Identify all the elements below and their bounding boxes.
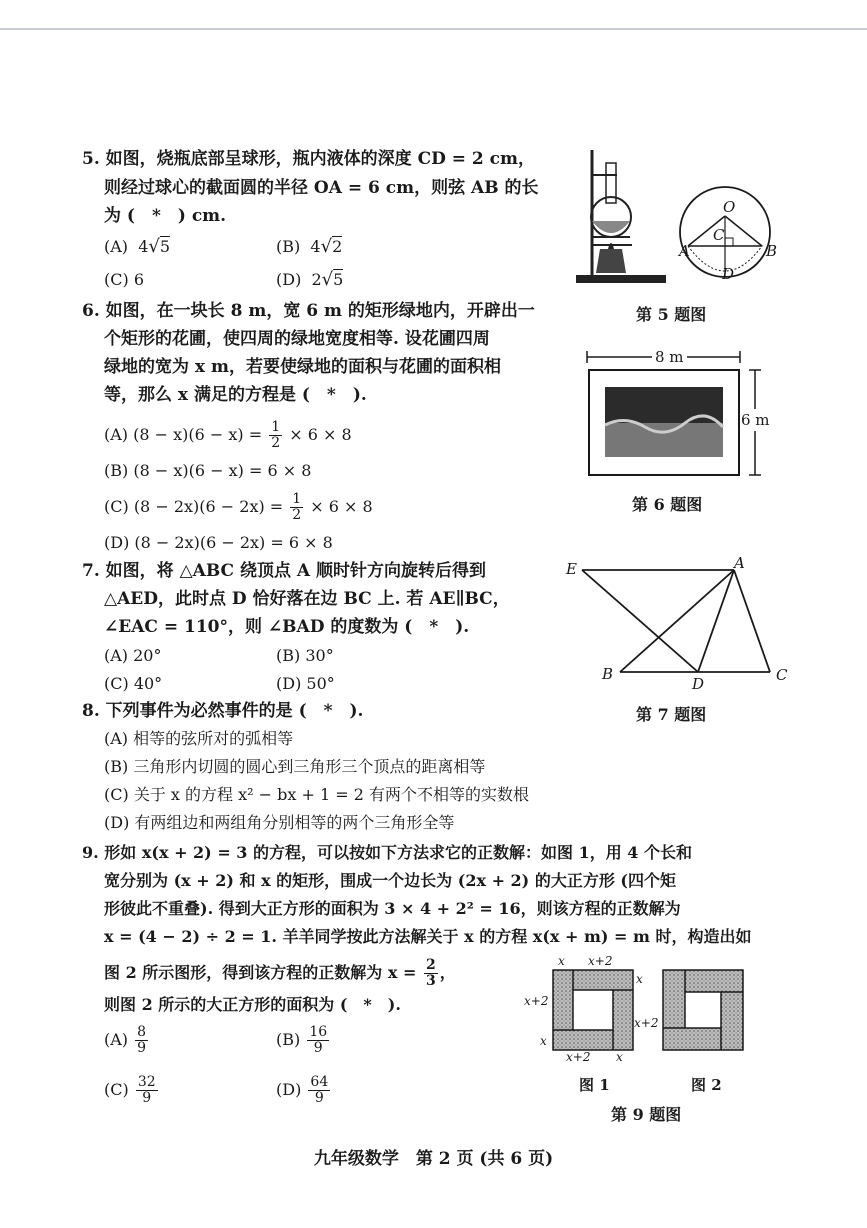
q8-line-1: 8. 下列事件为必然事件的是 ( * ). <box>82 701 364 721</box>
fig5-label-d: D <box>722 265 735 283</box>
q5-option-d[interactable]: (D) 2√5 <box>276 269 344 290</box>
q9-option-b[interactable]: (B) $\frac{16}{9}$ <box>276 1024 328 1056</box>
q7-line-3: ∠EAC = 110°，则 ∠BAD 的度数为 ( * ). <box>104 617 470 637</box>
q5-line-3: 为 ( * ) cm. <box>104 206 227 226</box>
square-rectangles-figure <box>545 966 750 1056</box>
fig6-caption: 第 6 题图 <box>632 495 703 514</box>
q5-option-c[interactable]: (C) 6 <box>104 270 144 289</box>
q6-option-a[interactable]: (A) (8 − x)(6 − x) = $\frac{1}{2}$ × 6 × 8 <box>104 419 352 451</box>
fig7-label-d: D <box>692 675 705 693</box>
q6-option-c[interactable]: (C) (8 − 2x)(6 − 2x) = $\frac{1}{2}$ × 6 × 8 <box>104 491 373 523</box>
fig9-label-left-x2: x+2 <box>524 994 549 1008</box>
fig9-label-bottom-x: x <box>616 1050 623 1064</box>
fig9-label-bottom-x2: x+2 <box>566 1050 591 1064</box>
page-footer: 九年级数学 第 2 页 (共 6 页) <box>313 1149 554 1169</box>
fig9-label-right-x-top: x <box>636 972 643 986</box>
q6-option-d[interactable]: (D) (8 − 2x)(6 − 2x) = 6 × 8 <box>104 533 333 552</box>
fig5-label-c: C <box>713 226 725 244</box>
q6-line-4: 等，那么 x 满足的方程是 ( * ). <box>104 385 367 405</box>
q8-option-a[interactable]: (A) 相等的弦所对的弧相等 <box>104 729 294 748</box>
fig5-label-o: O <box>723 198 736 216</box>
q9-line-6: 则图 2 所示的大正方形的面积为 ( * ). <box>104 995 401 1014</box>
q6-option-b[interactable]: (B) (8 − x)(6 − x) = 6 × 8 <box>104 461 312 480</box>
q9-line-1: 9. 形如 x(x + 2) = 3 的方程，可以按如下方法求它的正数解：如图 1，用 4 个长和 <box>82 843 692 862</box>
fig9-label-top-x: x <box>558 954 565 968</box>
fig7-caption: 第 7 题图 <box>636 705 707 724</box>
q9-option-a[interactable]: (A) $\frac{8}{9}$ <box>104 1024 147 1056</box>
flask-apparatus-figure <box>572 145 672 290</box>
q7-option-c[interactable]: (C) 40° <box>104 674 163 693</box>
fig7-label-a: A <box>734 554 745 572</box>
q9-option-c[interactable]: (C) $\frac{32}{9}$ <box>104 1074 156 1106</box>
fig5-caption: 第 5 题图 <box>636 305 707 324</box>
q9-line-5: 图 2 所示图形，得到该方程的正数解为 x = $\frac{2}{3}$ ， <box>104 957 456 989</box>
fig9-label-left-x: x <box>540 1034 547 1048</box>
fig5-label-a: A <box>679 242 690 260</box>
q9-line-4: x = (4 − 2) ÷ 2 = 1. 羊羊同学按此方法解关于 x 的方程 x(x + m) = m 时，构造出如 <box>104 927 752 946</box>
q7-line-2: △AED，此时点 D 恰好落在边 BC 上. 若 AE∥BC， <box>104 589 510 609</box>
q6-line-2: 个矩形的花圃，使四周的绿地宽度相等. 设花圃四周 <box>104 329 490 349</box>
q5-option-a[interactable]: (A) 4√5 <box>104 236 171 257</box>
q8-option-d[interactable]: (D) 有两组边和两组角分别相等的两个三角形全等 <box>104 813 455 832</box>
fig7-label-c: C <box>776 666 788 684</box>
fig9-sub-caption-1: 图 1 <box>579 1076 610 1094</box>
fig7-label-b: B <box>602 665 614 683</box>
q7-line-1: 7. 如图，将 △ABC 绕顶点 A 顺时针方向旋转后得到 <box>82 561 487 581</box>
page-top-border <box>0 28 867 30</box>
rotation-triangle-figure <box>570 560 790 680</box>
q9-line-2: 宽分别为 (x + 2) 和 x 的矩形，围成一个边长为 (2x + 2) 的大正方形 (四个矩 <box>104 871 676 890</box>
q7-option-d[interactable]: (D) 50° <box>276 674 335 693</box>
fig6-width-label: 8 m <box>652 346 687 368</box>
q7-option-b[interactable]: (B) 30° <box>276 646 334 665</box>
q7-option-a[interactable]: (A) 20° <box>104 646 162 665</box>
q6-line-3: 绿地的宽为 x m，若要使绿地的面积与花圃的面积相 <box>104 357 501 377</box>
fig6-height-label: 6 m <box>741 411 770 429</box>
fig9-caption: 第 9 题图 <box>611 1105 682 1124</box>
fig9-label-top-x2: x+2 <box>588 954 613 968</box>
q8-option-c[interactable]: (C) 关于 x 的方程 x² − bx + 1 = 2 有两个不相等的实数根 <box>104 785 529 804</box>
q9-line-3: 形彼此不重叠). 得到大正方形的面积为 3 × 4 + 2² = 16，则该方程的正数解为 <box>104 899 681 918</box>
fig7-label-e: E <box>566 560 577 578</box>
q5-option-b[interactable]: (B) 4√2 <box>276 236 343 257</box>
fig5-label-b: B <box>766 242 778 260</box>
q8-option-b[interactable]: (B) 三角形内切圆的圆心到三角形三个顶点的距离相等 <box>104 757 486 776</box>
q6-line-1: 6. 如图，在一块长 8 m，宽 6 m 的矩形绿地内，开辟出一 <box>82 301 535 321</box>
fig9-label-right-x2: x+2 <box>634 1016 659 1030</box>
q5-line-2: 则经过球心的截面圆的半径 OA = 6 cm，则弦 AB 的长 <box>104 178 539 198</box>
q9-option-d[interactable]: (D) $\frac{64}{9}$ <box>276 1074 329 1106</box>
q5-line-1: 5. 如图，烧瓶底部呈球形，瓶内液体的深度 CD = 2 cm， <box>82 149 536 169</box>
fig9-sub-caption-2: 图 2 <box>691 1076 722 1094</box>
